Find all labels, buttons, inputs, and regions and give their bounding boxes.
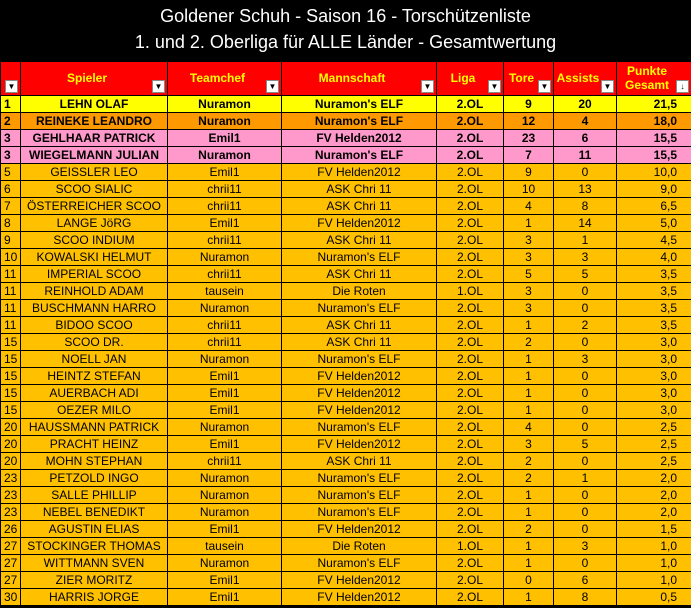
- teamchef-cell[interactable]: Emil1: [168, 164, 282, 181]
- tore-cell[interactable]: 4: [504, 419, 554, 436]
- teamchef-cell[interactable]: Nuramon: [168, 504, 282, 521]
- punkte-cell[interactable]: 1,5: [617, 521, 691, 538]
- rank-cell[interactable]: 2: [1, 113, 21, 130]
- mannschaft-cell[interactable]: Nuramon's ELF: [282, 113, 437, 130]
- mannschaft-cell[interactable]: Nuramon's ELF: [282, 249, 437, 266]
- tore-cell[interactable]: 10: [504, 181, 554, 198]
- page-title: Goldener Schuh - Saison 16 - Torschützenliste: [160, 6, 531, 26]
- tore-cell[interactable]: 3: [504, 300, 554, 317]
- assists-cell[interactable]: 0: [554, 555, 617, 572]
- mannschaft-cell[interactable]: Nuramon's ELF: [282, 555, 437, 572]
- mannschaft-cell[interactable]: Nuramon's ELF: [282, 96, 437, 113]
- teamchef-cell[interactable]: Nuramon: [168, 147, 282, 164]
- page-subtitle: 1. und 2. Oberliga für ALLE Länder - Gesamtwertung: [134, 32, 557, 52]
- spieler-cell[interactable]: ZIER MORITZ: [21, 572, 168, 589]
- teamchef-cell[interactable]: chrii11: [168, 232, 282, 249]
- punkte-cell[interactable]: 21,5: [617, 96, 691, 113]
- assists-cell[interactable]: 3: [554, 249, 617, 266]
- table-row[interactable]: [1, 504, 691, 521]
- table-row[interactable]: [1, 419, 691, 436]
- spieler-cell[interactable]: NEBEL BENEDIKT: [21, 504, 168, 521]
- mannschaft-cell[interactable]: FV Helden2012: [282, 385, 437, 402]
- liga-cell[interactable]: 2.OL: [437, 504, 504, 521]
- liga-cell[interactable]: 2.OL: [437, 317, 504, 334]
- rank-cell[interactable]: 15: [1, 351, 21, 368]
- punkte-cell[interactable]: 18,0: [617, 113, 691, 130]
- scorer-table: [0, 61, 691, 606]
- mannschaft-cell[interactable]: FV Helden2012: [282, 436, 437, 453]
- mannschaft-cell[interactable]: Nuramon's ELF: [282, 487, 437, 504]
- liga-cell[interactable]: 2.OL: [437, 164, 504, 181]
- mannschaft-cell[interactable]: Nuramon's ELF: [282, 419, 437, 436]
- punkte-cell[interactable]: 3,0: [617, 368, 691, 385]
- teamchef-cell[interactable]: Nuramon: [168, 113, 282, 130]
- mannschaft-cell[interactable]: FV Helden2012: [282, 130, 437, 147]
- rank-cell[interactable]: 20: [1, 419, 21, 436]
- teamchef-cell[interactable]: Nuramon: [168, 470, 282, 487]
- teamchef-cell[interactable]: Emil1: [168, 215, 282, 232]
- teamchef-cell[interactable]: chrii11: [168, 198, 282, 215]
- spieler-cell[interactable]: SCOO INDIUM: [21, 232, 168, 249]
- teamchef-cell[interactable]: chrii11: [168, 334, 282, 351]
- mannschaft-cell[interactable]: ASK Chri 11: [282, 317, 437, 334]
- table-row[interactable]: [1, 470, 691, 487]
- assists-cell[interactable]: 20: [554, 96, 617, 113]
- teamchef-cell[interactable]: Nuramon: [168, 351, 282, 368]
- rank-cell[interactable]: 15: [1, 368, 21, 385]
- liga-cell[interactable]: 2.OL: [437, 453, 504, 470]
- rank-cell[interactable]: 11: [1, 283, 21, 300]
- tore-cell[interactable]: 1: [504, 538, 554, 555]
- spieler-cell[interactable]: OEZER MILO: [21, 402, 168, 419]
- rank-cell[interactable]: 7: [1, 198, 21, 215]
- tore-cell[interactable]: 5: [504, 266, 554, 283]
- header-row: [1, 62, 691, 96]
- assists-cell[interactable]: 0: [554, 521, 617, 538]
- teamchef-cell[interactable]: Nuramon: [168, 487, 282, 504]
- rank-cell[interactable]: 20: [1, 436, 21, 453]
- spieler-cell[interactable]: ÖSTERREICHER SCOO: [21, 198, 168, 215]
- rank-cell[interactable]: 11: [1, 300, 21, 317]
- punkte-cell[interactable]: 2,5: [617, 419, 691, 436]
- assists-cell[interactable]: 0: [554, 402, 617, 419]
- assists-cell[interactable]: 0: [554, 419, 617, 436]
- rank-cell[interactable]: 15: [1, 385, 21, 402]
- assists-cell[interactable]: 1: [554, 232, 617, 249]
- liga-cell[interactable]: 2.OL: [437, 181, 504, 198]
- spieler-cell[interactable]: GEHLHAAR PATRICK: [21, 130, 168, 147]
- spieler-cell[interactable]: STOCKINGER THOMAS: [21, 538, 168, 555]
- assists-cell[interactable]: 5: [554, 266, 617, 283]
- filter-dropdown-icon[interactable]: ▼: [538, 80, 551, 93]
- liga-cell[interactable]: 2.OL: [437, 487, 504, 504]
- tore-cell[interactable]: 9: [504, 96, 554, 113]
- spieler-cell[interactable]: AUERBACH ADI: [21, 385, 168, 402]
- rank-cell[interactable]: 5: [1, 164, 21, 181]
- assists-cell[interactable]: 11: [554, 147, 617, 164]
- assists-cell[interactable]: 0: [554, 283, 617, 300]
- table-row[interactable]: [1, 487, 691, 504]
- table-row[interactable]: [1, 555, 691, 572]
- spieler-cell[interactable]: GEISSLER LEO: [21, 164, 168, 181]
- assists-cell[interactable]: 0: [554, 164, 617, 181]
- table-row[interactable]: [1, 436, 691, 453]
- rank-cell[interactable]: 27: [1, 538, 21, 555]
- table-row[interactable]: [1, 300, 691, 317]
- table-row[interactable]: [1, 589, 691, 606]
- rank-cell[interactable]: 1: [1, 96, 21, 113]
- teamchef-cell[interactable]: tausein: [168, 538, 282, 555]
- teamchef-cell[interactable]: Emil1: [168, 589, 282, 606]
- table-row[interactable]: [1, 351, 691, 368]
- title-block: [0, 0, 691, 61]
- teamchef-cell[interactable]: Emil1: [168, 130, 282, 147]
- header-spieler[interactable]: Spieler ▼: [21, 62, 168, 96]
- punkte-cell[interactable]: 1,0: [617, 538, 691, 555]
- punkte-cell[interactable]: 15,5: [617, 130, 691, 147]
- assists-cell[interactable]: 4: [554, 113, 617, 130]
- punkte-cell[interactable]: 3,0: [617, 351, 691, 368]
- spieler-cell[interactable]: HARRIS JORGE: [21, 589, 168, 606]
- assists-cell[interactable]: 0: [554, 504, 617, 521]
- tore-cell[interactable]: 1: [504, 487, 554, 504]
- liga-cell[interactable]: 2.OL: [437, 572, 504, 589]
- teamchef-cell[interactable]: Emil1: [168, 572, 282, 589]
- tore-cell[interactable]: 1: [504, 317, 554, 334]
- spieler-cell[interactable]: KOWALSKI HELMUT: [21, 249, 168, 266]
- mannschaft-cell[interactable]: ASK Chri 11: [282, 181, 437, 198]
- tore-cell[interactable]: 1: [504, 555, 554, 572]
- filter-dropdown-icon[interactable]: ▼: [421, 80, 434, 93]
- rank-cell[interactable]: 15: [1, 334, 21, 351]
- tore-cell[interactable]: 12: [504, 113, 554, 130]
- spieler-cell[interactable]: MOHN STEPHAN: [21, 453, 168, 470]
- table-row[interactable]: [1, 385, 691, 402]
- filter-dropdown-icon[interactable]: ▼: [266, 80, 279, 93]
- liga-cell[interactable]: 2.OL: [437, 436, 504, 453]
- tore-cell[interactable]: 3: [504, 232, 554, 249]
- tore-cell[interactable]: 1: [504, 385, 554, 402]
- punkte-cell[interactable]: 1,0: [617, 572, 691, 589]
- teamchef-cell[interactable]: chrii11: [168, 181, 282, 198]
- teamchef-cell[interactable]: Emil1: [168, 385, 282, 402]
- rank-cell[interactable]: 26: [1, 521, 21, 538]
- table-row[interactable]: [1, 147, 691, 164]
- mannschaft-cell[interactable]: ASK Chri 11: [282, 198, 437, 215]
- liga-cell[interactable]: 2.OL: [437, 351, 504, 368]
- mannschaft-cell[interactable]: ASK Chri 11: [282, 266, 437, 283]
- assists-cell[interactable]: 8: [554, 198, 617, 215]
- liga-cell[interactable]: 2.OL: [437, 147, 504, 164]
- filter-dropdown-icon[interactable]: ▼: [152, 80, 165, 93]
- assists-cell[interactable]: 2: [554, 317, 617, 334]
- liga-cell[interactable]: 2.OL: [437, 300, 504, 317]
- spieler-cell[interactable]: HEINTZ STEFAN: [21, 368, 168, 385]
- rank-cell[interactable]: 3: [1, 130, 21, 147]
- mannschaft-cell[interactable]: Nuramon's ELF: [282, 300, 437, 317]
- table-row[interactable]: [1, 521, 691, 538]
- table-row[interactable]: [1, 198, 691, 215]
- liga-cell[interactable]: 2.OL: [437, 368, 504, 385]
- liga-cell[interactable]: 2.OL: [437, 249, 504, 266]
- table-row[interactable]: [1, 113, 691, 130]
- rank-cell[interactable]: 23: [1, 470, 21, 487]
- tore-cell[interactable]: 9: [504, 164, 554, 181]
- spieler-cell[interactable]: LEHN OLAF: [21, 96, 168, 113]
- punkte-cell[interactable]: 4,5: [617, 232, 691, 249]
- mannschaft-cell[interactable]: Nuramon's ELF: [282, 351, 437, 368]
- mannschaft-cell[interactable]: FV Helden2012: [282, 368, 437, 385]
- punkte-cell[interactable]: 0,5: [617, 589, 691, 606]
- mannschaft-cell[interactable]: Nuramon's ELF: [282, 504, 437, 521]
- spieler-cell[interactable]: PETZOLD INGO: [21, 470, 168, 487]
- punkte-cell[interactable]: 3,0: [617, 385, 691, 402]
- tore-cell[interactable]: 3: [504, 283, 554, 300]
- punkte-cell[interactable]: 5,0: [617, 215, 691, 232]
- punkte-cell[interactable]: 4,0: [617, 249, 691, 266]
- tore-cell[interactable]: 2: [504, 453, 554, 470]
- rank-cell[interactable]: 11: [1, 317, 21, 334]
- liga-cell[interactable]: 2.OL: [437, 470, 504, 487]
- table-row[interactable]: [1, 453, 691, 470]
- table-row[interactable]: [1, 130, 691, 147]
- teamchef-cell[interactable]: Emil1: [168, 368, 282, 385]
- spieler-cell[interactable]: WIEGELMANN JULIAN: [21, 147, 168, 164]
- teamchef-cell[interactable]: chrii11: [168, 317, 282, 334]
- mannschaft-cell[interactable]: FV Helden2012: [282, 521, 437, 538]
- tore-cell[interactable]: 4: [504, 198, 554, 215]
- spieler-cell[interactable]: BUSCHMANN HARRO: [21, 300, 168, 317]
- spieler-cell[interactable]: HAUSSMANN PATRICK: [21, 419, 168, 436]
- spieler-cell[interactable]: SALLE PHILLIP: [21, 487, 168, 504]
- liga-cell[interactable]: 2.OL: [437, 334, 504, 351]
- rank-cell[interactable]: 8: [1, 215, 21, 232]
- mannschaft-cell[interactable]: FV Helden2012: [282, 572, 437, 589]
- rank-cell[interactable]: 3: [1, 147, 21, 164]
- spieler-cell[interactable]: REINEKE LEANDRO: [21, 113, 168, 130]
- assists-cell[interactable]: 0: [554, 487, 617, 504]
- spieler-cell[interactable]: WITTMANN SVEN: [21, 555, 168, 572]
- table-row[interactable]: [1, 402, 691, 419]
- assists-cell[interactable]: 3: [554, 538, 617, 555]
- mannschaft-cell[interactable]: Die Roten: [282, 283, 437, 300]
- assists-cell[interactable]: 13: [554, 181, 617, 198]
- header-teamchef[interactable]: Teamchef ▼: [168, 62, 282, 96]
- mannschaft-cell[interactable]: ASK Chri 11: [282, 232, 437, 249]
- teamchef-cell[interactable]: Emil1: [168, 436, 282, 453]
- assists-cell[interactable]: 6: [554, 130, 617, 147]
- assists-cell[interactable]: 6: [554, 572, 617, 589]
- assists-cell[interactable]: 0: [554, 453, 617, 470]
- spieler-cell[interactable]: IMPERIAL SCOO: [21, 266, 168, 283]
- table-row[interactable]: [1, 317, 691, 334]
- teamchef-cell[interactable]: Emil1: [168, 402, 282, 419]
- mannschaft-cell[interactable]: Nuramon's ELF: [282, 470, 437, 487]
- punkte-cell[interactable]: 3,5: [617, 266, 691, 283]
- assists-cell[interactable]: 8: [554, 589, 617, 606]
- punkte-cell[interactable]: 3,5: [617, 283, 691, 300]
- assists-cell[interactable]: 0: [554, 385, 617, 402]
- table-row[interactable]: [1, 368, 691, 385]
- liga-cell[interactable]: 2.OL: [437, 419, 504, 436]
- liga-cell[interactable]: 1.OL: [437, 538, 504, 555]
- table-row[interactable]: [1, 215, 691, 232]
- liga-cell[interactable]: 2.OL: [437, 385, 504, 402]
- punkte-cell[interactable]: 15,5: [617, 147, 691, 164]
- table-row[interactable]: [1, 232, 691, 249]
- punkte-cell[interactable]: 9,0: [617, 181, 691, 198]
- teamchef-cell[interactable]: Nuramon: [168, 249, 282, 266]
- header-punkte[interactable]: Punkte Gesamt ↓: [617, 62, 691, 96]
- liga-cell[interactable]: 2.OL: [437, 96, 504, 113]
- punkte-cell[interactable]: 10,0: [617, 164, 691, 181]
- liga-cell[interactable]: 2.OL: [437, 266, 504, 283]
- table-row[interactable]: [1, 164, 691, 181]
- tore-cell[interactable]: 2: [504, 470, 554, 487]
- punkte-cell[interactable]: 2,5: [617, 436, 691, 453]
- spieler-cell[interactable]: REINHOLD ADAM: [21, 283, 168, 300]
- rank-cell[interactable]: 10: [1, 249, 21, 266]
- liga-cell[interactable]: 2.OL: [437, 589, 504, 606]
- punkte-cell[interactable]: 3,5: [617, 300, 691, 317]
- rank-cell[interactable]: 20: [1, 453, 21, 470]
- liga-cell[interactable]: 2.OL: [437, 215, 504, 232]
- rank-cell[interactable]: 9: [1, 232, 21, 249]
- teamchef-cell[interactable]: Nuramon: [168, 96, 282, 113]
- sort-descending-icon[interactable]: ↓: [676, 80, 689, 93]
- rank-cell[interactable]: 27: [1, 555, 21, 572]
- teamchef-cell[interactable]: Nuramon: [168, 300, 282, 317]
- tore-cell[interactable]: 23: [504, 130, 554, 147]
- liga-cell[interactable]: 2.OL: [437, 521, 504, 538]
- punkte-cell[interactable]: 6,5: [617, 198, 691, 215]
- tore-cell[interactable]: 1: [504, 351, 554, 368]
- table-row[interactable]: [1, 249, 691, 266]
- rank-cell[interactable]: 15: [1, 402, 21, 419]
- teamchef-cell[interactable]: tausein: [168, 283, 282, 300]
- table-body: [1, 96, 691, 606]
- rank-cell[interactable]: 27: [1, 572, 21, 589]
- rank-cell[interactable]: 30: [1, 589, 21, 606]
- tore-cell[interactable]: 3: [504, 249, 554, 266]
- table-row[interactable]: [1, 538, 691, 555]
- tore-cell[interactable]: 1: [504, 368, 554, 385]
- punkte-cell[interactable]: 2,0: [617, 504, 691, 521]
- mannschaft-cell[interactable]: FV Helden2012: [282, 164, 437, 181]
- assists-cell[interactable]: 1: [554, 470, 617, 487]
- liga-cell[interactable]: 2.OL: [437, 555, 504, 572]
- table-row[interactable]: [1, 572, 691, 589]
- mannschaft-cell[interactable]: FV Helden2012: [282, 589, 437, 606]
- filter-dropdown-icon[interactable]: ▼: [5, 80, 18, 93]
- header-liga[interactable]: Liga ▼: [437, 62, 504, 96]
- mannschaft-cell[interactable]: FV Helden2012: [282, 402, 437, 419]
- assists-cell[interactable]: 14: [554, 215, 617, 232]
- punkte-cell[interactable]: 2,0: [617, 487, 691, 504]
- liga-cell[interactable]: 2.OL: [437, 113, 504, 130]
- spieler-cell[interactable]: PRACHT HEINZ: [21, 436, 168, 453]
- mannschaft-cell[interactable]: Nuramon's ELF: [282, 147, 437, 164]
- spieler-cell[interactable]: BIDOO SCOO: [21, 317, 168, 334]
- tore-cell[interactable]: 7: [504, 147, 554, 164]
- table-row[interactable]: [1, 334, 691, 351]
- mannschaft-cell[interactable]: ASK Chri 11: [282, 453, 437, 470]
- mannschaft-cell[interactable]: FV Helden2012: [282, 215, 437, 232]
- punkte-cell[interactable]: 2,0: [617, 470, 691, 487]
- tore-cell[interactable]: 1: [504, 402, 554, 419]
- spieler-cell[interactable]: AGUSTIN ELIAS: [21, 521, 168, 538]
- assists-cell[interactable]: 5: [554, 436, 617, 453]
- spieler-cell[interactable]: NOELL JAN: [21, 351, 168, 368]
- table-row[interactable]: [1, 96, 691, 113]
- spieler-cell[interactable]: LANGE JöRG: [21, 215, 168, 232]
- assists-cell[interactable]: 3: [554, 351, 617, 368]
- punkte-cell[interactable]: 3,5: [617, 317, 691, 334]
- punkte-cell[interactable]: 3,0: [617, 402, 691, 419]
- table-row[interactable]: [1, 181, 691, 198]
- liga-cell[interactable]: 2.OL: [437, 198, 504, 215]
- teamchef-cell[interactable]: Nuramon: [168, 419, 282, 436]
- assists-cell[interactable]: 0: [554, 334, 617, 351]
- teamchef-cell[interactable]: Emil1: [168, 521, 282, 538]
- tore-cell[interactable]: 2: [504, 334, 554, 351]
- header-tore[interactable]: Tore ▼: [504, 62, 554, 96]
- header-assists[interactable]: Assists ▼: [554, 62, 617, 96]
- assists-cell[interactable]: 0: [554, 368, 617, 385]
- teamchef-cell[interactable]: Nuramon: [168, 555, 282, 572]
- table-row[interactable]: [1, 266, 691, 283]
- punkte-cell[interactable]: 1,0: [617, 555, 691, 572]
- rank-cell[interactable]: 23: [1, 504, 21, 521]
- punkte-cell[interactable]: 3,0: [617, 334, 691, 351]
- tore-cell[interactable]: 1: [504, 589, 554, 606]
- tore-cell[interactable]: 1: [504, 215, 554, 232]
- tore-cell[interactable]: 3: [504, 436, 554, 453]
- mannschaft-cell[interactable]: Die Roten: [282, 538, 437, 555]
- tore-cell[interactable]: 1: [504, 504, 554, 521]
- liga-cell[interactable]: 2.OL: [437, 232, 504, 249]
- teamchef-cell[interactable]: chrii11: [168, 453, 282, 470]
- rank-cell[interactable]: 11: [1, 266, 21, 283]
- punkte-cell[interactable]: 2,5: [617, 453, 691, 470]
- rank-cell[interactable]: 23: [1, 487, 21, 504]
- mannschaft-cell[interactable]: ASK Chri 11: [282, 334, 437, 351]
- liga-cell[interactable]: 1.OL: [437, 283, 504, 300]
- liga-cell[interactable]: 2.OL: [437, 130, 504, 147]
- filter-dropdown-icon[interactable]: ▼: [601, 80, 614, 93]
- filter-dropdown-icon[interactable]: ▼: [488, 80, 501, 93]
- liga-cell[interactable]: 2.OL: [437, 402, 504, 419]
- header-mannschaft[interactable]: Mannschaft ▼: [282, 62, 437, 96]
- tore-cell[interactable]: 0: [504, 572, 554, 589]
- assists-cell[interactable]: 0: [554, 300, 617, 317]
- rank-cell[interactable]: 6: [1, 181, 21, 198]
- spieler-cell[interactable]: SCOO SIALIC: [21, 181, 168, 198]
- tore-cell[interactable]: 2: [504, 521, 554, 538]
- teamchef-cell[interactable]: chrii11: [168, 266, 282, 283]
- spieler-cell[interactable]: SCOO DR.: [21, 334, 168, 351]
- header-rank[interactable]: [1, 62, 21, 96]
- table-row[interactable]: [1, 283, 691, 300]
